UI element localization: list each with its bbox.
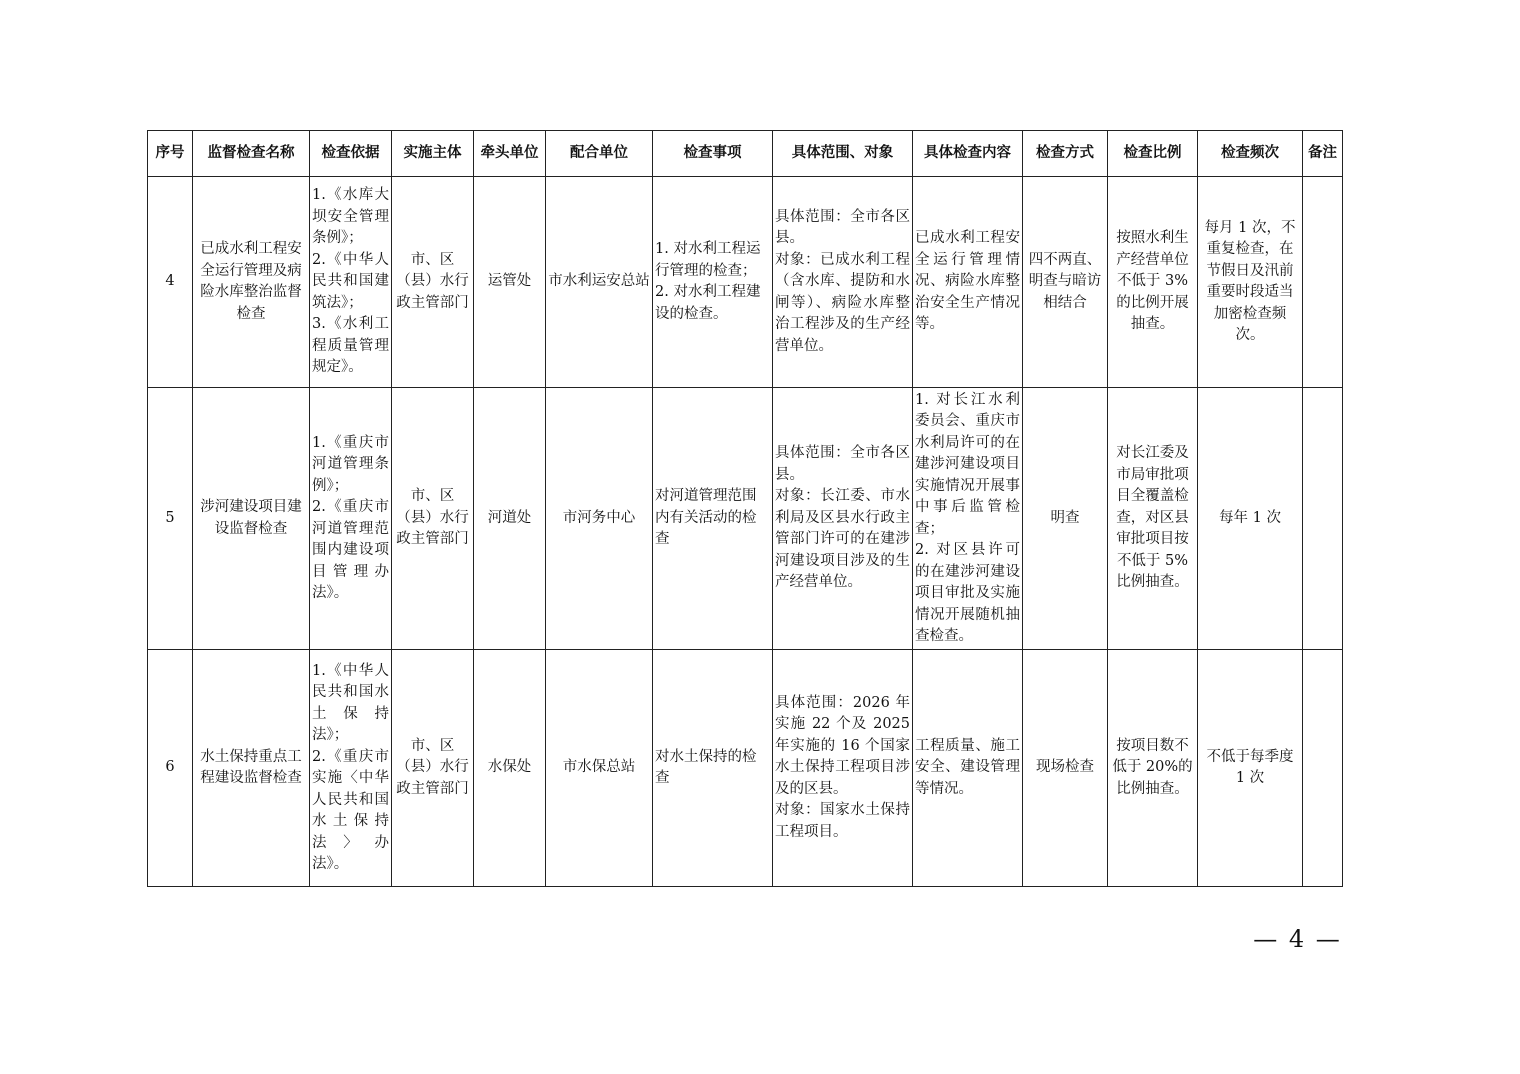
cell-scope xyxy=(773,388,913,650)
content-line: 已成水利工程安全运行管理情况、病险水库整治安全生产情况等。 xyxy=(915,230,1020,333)
basis-line: 1.《水库大坝安全管理条例》； xyxy=(312,187,389,247)
cell-scope xyxy=(773,650,913,887)
cell-partner: 市河务中心 xyxy=(546,388,653,650)
scope-line: 对象：国家水土保持工程项目。 xyxy=(775,802,910,840)
header-cell-ratio: 检查比例 xyxy=(1108,131,1198,177)
page-number: — 4 — xyxy=(1253,925,1342,953)
cell-subject: 市、区（县）水行政主管部门 xyxy=(392,388,474,650)
basis-line: 2.《重庆市河道管理范围内建设项目管理办法》。 xyxy=(312,499,389,601)
cell-subject: 市、区（县）水行政主管部门 xyxy=(392,177,474,388)
header-cell-basis: 检查依据 xyxy=(310,131,392,177)
cell-basis xyxy=(310,177,392,388)
cell-no: 4 xyxy=(148,177,193,388)
cell-items xyxy=(653,650,773,887)
scope-line: 具体范围：全市各区县。 xyxy=(775,208,910,247)
cell-lead: 水保处 xyxy=(474,650,546,887)
header-cell-items: 检查事项 xyxy=(653,131,773,177)
table-row xyxy=(148,177,1343,388)
cell-ratio: 按项目数不低于 20%的比例抽查。 xyxy=(1108,650,1198,887)
scope-line: 对象：长江委、市水利局及区县水行政主管部门许可的在建涉河建设项目涉及的生产经营单位。 xyxy=(775,488,910,591)
scope-line: 对象：已成水利工程（含水库、提防和水闸等）、病险水库整治工程涉及的生产经营单位。 xyxy=(775,251,910,354)
scope-line: 具体范围：2026 年实施 22 个及 2025 年实施的 16 个国家水土保持工程项目涉及的区县。 xyxy=(775,694,910,797)
cell-lead: 河道处 xyxy=(474,388,546,650)
cell-scope xyxy=(773,177,913,388)
item-line: 1. 对水利工程运行管理的检查； xyxy=(655,241,761,279)
inspection-table xyxy=(147,130,1343,887)
cell-remark xyxy=(1303,388,1343,650)
cell-name: 涉河建设项目建设监督检查 xyxy=(193,388,310,650)
cell-name: 水土保持重点工程建设监督检查 xyxy=(193,650,310,887)
cell-subject: 市、区（县）水行政主管部门 xyxy=(392,650,474,887)
content-line: 2. 对区县许可的在建涉河建设项目审批及实施情况开展随机抽查检查。 xyxy=(915,542,1020,644)
cell-partner: 市水利运安总站 xyxy=(546,177,653,388)
cell-basis xyxy=(310,388,392,650)
cell-frequency: 每年 1 次 xyxy=(1198,388,1303,650)
cell-lead: 运管处 xyxy=(474,177,546,388)
cell-method: 现场检查 xyxy=(1023,650,1108,887)
item-line: 对水土保持的检查 xyxy=(655,748,757,786)
header-cell-lead: 牵头单位 xyxy=(474,131,546,177)
cell-remark xyxy=(1303,650,1343,887)
header-cell-remark: 备注 xyxy=(1303,131,1343,177)
header-cell-subject: 实施主体 xyxy=(392,131,474,177)
cell-ratio: 对长江委及市局审批项目全覆盖检查，对区县审批项目按不低于 5%比例抽查。 xyxy=(1108,388,1198,650)
item-line: 对河道管理范围内有关活动的检查 xyxy=(655,488,757,548)
cell-remark xyxy=(1303,177,1343,388)
basis-line: 2.《重庆市实施〈中华人民共和国水土保持法〉办法》。 xyxy=(312,748,389,872)
header-cell-method: 检查方式 xyxy=(1023,131,1108,177)
header-cell-no: 序号 xyxy=(148,131,193,177)
basis-line: 1.《中华人民共和国水土保持法》； xyxy=(312,662,389,743)
header-cell-frequency: 检查频次 xyxy=(1198,131,1303,177)
cell-no: 6 xyxy=(148,650,193,887)
content-line: 工程质量、施工安全、建设管理等情况。 xyxy=(915,737,1020,797)
cell-name: 已成水利工程安全运行管理及病险水库整治监督检查 xyxy=(193,177,310,388)
basis-line: 2.《中华人民共和国建筑法》； xyxy=(312,251,389,311)
table-row xyxy=(148,388,1343,650)
cell-ratio: 按照水利生产经营单位不低于 3%的比例开展抽查。 xyxy=(1108,177,1198,388)
content-line: 1. 对长江水利委员会、重庆市水利局许可的在建涉河建设项目实施情况开展事中事后监管检查； xyxy=(915,391,1020,537)
cell-method: 明查 xyxy=(1023,388,1108,650)
cell-content xyxy=(913,177,1023,388)
cell-frequency: 不低于每季度 1 次 xyxy=(1198,650,1303,887)
cell-method: 四不两直、明查与暗访相结合 xyxy=(1023,177,1108,388)
cell-content xyxy=(913,388,1023,650)
header-cell-content: 具体检查内容 xyxy=(913,131,1023,177)
cell-partner: 市水保总站 xyxy=(546,650,653,887)
item-line: 2. 对水利工程建设的检查。 xyxy=(655,284,761,322)
cell-items xyxy=(653,388,773,650)
scope-line: 具体范围：全市各区县。 xyxy=(775,445,910,483)
header-cell-partner: 配合单位 xyxy=(546,131,653,177)
cell-basis xyxy=(310,650,392,887)
header-cell-name: 监督检查名称 xyxy=(193,131,310,177)
table-row xyxy=(148,650,1343,887)
cell-content xyxy=(913,650,1023,887)
cell-no: 5 xyxy=(148,388,193,650)
basis-line: 1.《重庆市河道管理条例》； xyxy=(312,434,389,494)
cell-frequency: 每月 1 次，不重复检查，在节假日及汛前重要时段适当加密检查频次。 xyxy=(1198,177,1303,388)
header-row xyxy=(148,131,1343,177)
cell-items xyxy=(653,177,773,388)
header-cell-scope: 具体范围、对象 xyxy=(773,131,913,177)
basis-line: 3.《水利工程质量管理规定》。 xyxy=(312,316,389,376)
